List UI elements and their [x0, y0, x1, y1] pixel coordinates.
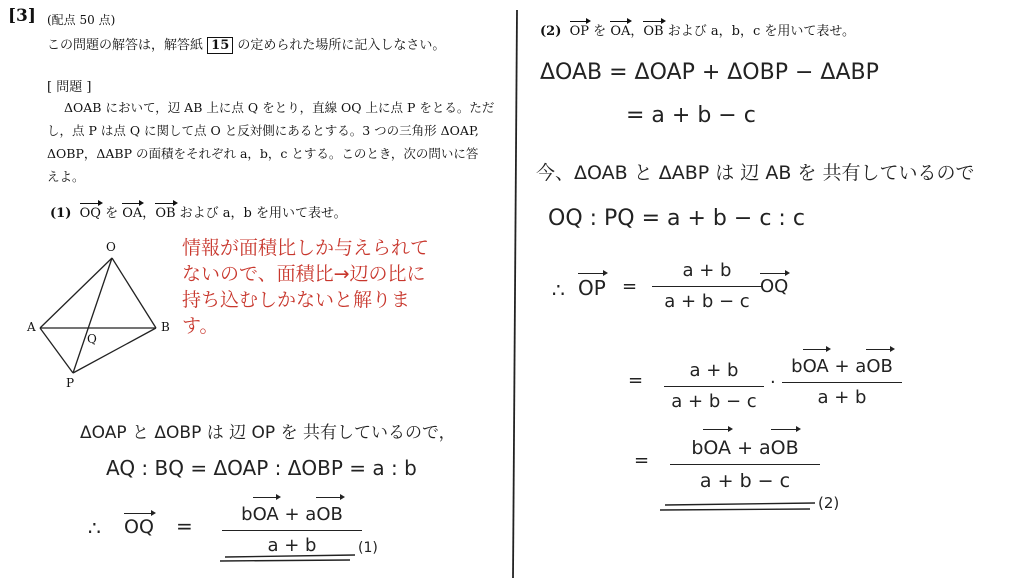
column-divider	[513, 10, 517, 578]
right-therefore: ∴	[552, 278, 565, 302]
red-note: 情報が面積比しか与えられて ないので、面積比→辺の比に 持ち込むしかないと解りま す。	[182, 237, 430, 337]
label-P: P	[66, 376, 75, 390]
fraction-1-vector: OQ	[760, 276, 789, 297]
left-therefore: ∴	[88, 516, 101, 540]
label-A: A	[27, 320, 36, 334]
triangle-diagram	[40, 258, 156, 373]
answer2-fraction: bOA + aOB a + b − c	[670, 432, 820, 497]
right-work-line-1: ΔOAB = ΔOAP + ΔOBP − ΔABP	[540, 60, 879, 85]
right-equals-3: =	[634, 450, 650, 471]
problem-body-line-3: ΔOBP，ΔABP の面積をそれぞれ a，b，c とする。このとき，次の問いに答	[47, 146, 479, 161]
fraction-2: $\frac{a + b}{a + b - c}$	[664, 356, 764, 417]
answer2-underline	[665, 503, 815, 505]
right-equals-2: =	[628, 370, 644, 391]
problem-body-line-4: えよ。	[47, 169, 85, 184]
answer-sheet-number: 15	[207, 37, 233, 54]
left-lhs-vector: OQ	[124, 516, 154, 538]
label-O: O	[106, 240, 116, 254]
left-work-line-1: ΔOAP と ΔOBP は 辺 OP を 共有しているので，	[80, 423, 456, 443]
right-equals-1: =	[622, 276, 638, 297]
answer2-label: (2)	[818, 494, 840, 512]
question-2: (2) OP を OA，OB および a，b，c を用いて表せ。	[540, 24, 855, 39]
points-label: (配点 50 点)	[47, 13, 116, 27]
right-lhs-vector: OP	[578, 276, 606, 300]
instruction-line: この問題の解答は，解答紙 15 の定められた場所に記入しなさい。	[47, 38, 446, 53]
answer1-fraction: bOA + aOB a + b	[222, 500, 362, 561]
right-work-line-3: 今、ΔOAB と ΔABP は 辺 AB を 共有しているので	[536, 162, 975, 184]
label-Q: Q	[87, 332, 97, 346]
answer2-underline-2	[660, 509, 810, 510]
fraction-3: bOA + aOB a + b	[782, 352, 902, 413]
label-B: B	[161, 320, 170, 334]
fraction-1: $\frac{a + b}{a + b - c}$	[652, 256, 762, 317]
question-1: (1) OQ を OA，OB および a，b を用いて表せ。	[50, 206, 347, 221]
problem-number: [3]	[8, 6, 36, 26]
left-work-line-2: AQ : BQ = ΔOAP : ΔOBP = a : b	[106, 456, 417, 480]
section-label: [ 問題 ]	[47, 80, 92, 95]
multiply-dot: ·	[770, 372, 776, 393]
right-work-line-2: = a + b − c	[626, 103, 756, 128]
right-work-line-4: OQ : PQ = a + b − c : c	[548, 206, 805, 231]
problem-body-line-1: ΔOAB において，辺 AB 上に点 Q をとり，直線 OQ 上に点 P をとる。ただ	[64, 100, 495, 115]
left-equals: =	[176, 514, 193, 538]
problem-body-line-2: し，点 P は点 Q に関して点 O と反対側にあるとする。3 つの三角形 ΔOAP,	[47, 123, 479, 138]
answer1-label: (1)	[358, 540, 378, 556]
